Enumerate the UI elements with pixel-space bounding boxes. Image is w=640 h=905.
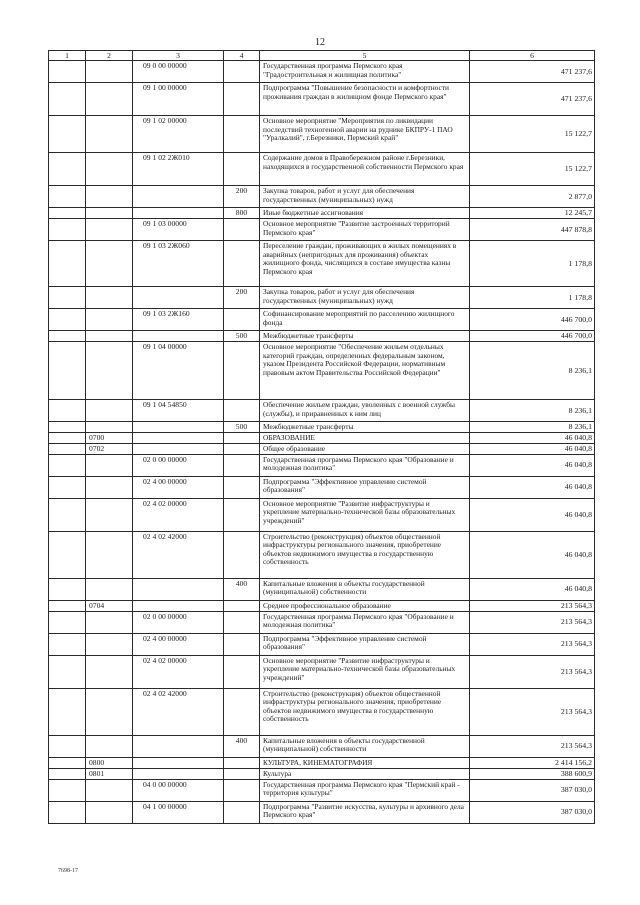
target-article-code-cell: 09 0 00 00000 <box>133 61 224 83</box>
item-name-cell: Среднее профессиональное образование <box>260 600 470 611</box>
subsection-code-cell <box>86 688 133 735</box>
item-name-cell: Закупка товаров, работ и услуг для обеспечения государственных (муниципальных) нужд <box>260 186 470 208</box>
subsection-code-cell <box>86 287 133 309</box>
expense-type-code-cell: 400 <box>224 735 260 757</box>
table-row <box>49 768 595 779</box>
section-code-cell <box>49 433 86 444</box>
subsection-code-cell: 0702 <box>86 443 133 454</box>
expense-type-code-cell <box>224 83 260 116</box>
subsection-code-cell <box>86 633 133 655</box>
table-row <box>49 400 595 422</box>
section-code-cell <box>49 153 86 186</box>
section-code-cell <box>49 611 86 633</box>
item-name-cell: Строительство (реконструкция) объектов общественной инфраструктуры регионального значения, приобретение объектов недвижимого имущества в государственную собственность <box>260 688 470 735</box>
subsection-code-cell <box>86 735 133 757</box>
section-code-cell <box>49 83 86 116</box>
expense-type-code-cell <box>224 433 260 444</box>
section-code-cell <box>49 116 86 153</box>
item-name-cell: Основное мероприятие "Развитие инфраструктуры и укрепление материально-технической базы образовательных учреждений" <box>260 655 470 688</box>
footer-document-code: 7698-17 <box>58 868 78 874</box>
section-code-cell <box>49 757 86 768</box>
table-row <box>49 116 595 153</box>
target-article-code-cell: 02 4 00 00000 <box>133 476 224 498</box>
expense-type-code-cell: 800 <box>224 208 260 219</box>
subsection-code-cell <box>86 186 133 208</box>
expense-type-code-cell <box>224 498 260 531</box>
subsection-code-cell <box>86 454 133 476</box>
budget-table-body <box>49 51 595 824</box>
expense-type-code-cell <box>224 153 260 186</box>
subsection-code-cell: 0704 <box>86 600 133 611</box>
target-article-code-cell: 02 4 02 00000 <box>133 498 224 531</box>
subsection-code-cell <box>86 422 133 433</box>
section-code-cell <box>49 208 86 219</box>
expense-type-code-cell <box>224 476 260 498</box>
item-name-cell: Подпрограмма "Повышение безопасности и комфортности проживания граждан в жилищном фонде Пермского края" <box>260 83 470 116</box>
expense-type-code-cell: 500 <box>224 422 260 433</box>
amount-cell: 12 245,7 <box>470 208 595 219</box>
target-article-code-cell: 02 4 02 00000 <box>133 655 224 688</box>
item-name-cell: Капитальные вложения в объекты государственной (муниципальной) собственности <box>260 735 470 757</box>
table-row <box>49 342 595 400</box>
subsection-code-cell <box>86 611 133 633</box>
target-article-code-cell: 04 0 00 00000 <box>133 779 224 801</box>
expense-type-code-cell <box>224 768 260 779</box>
subsection-code-cell <box>86 498 133 531</box>
amount-cell: 46 040,8 <box>470 531 595 578</box>
item-name-cell: Подпрограмма "Эффективное управление системой образования" <box>260 476 470 498</box>
table-row <box>49 688 595 735</box>
section-code-cell <box>49 531 86 578</box>
table-row <box>49 735 595 757</box>
expense-type-code-cell <box>224 633 260 655</box>
section-code-cell <box>49 801 86 823</box>
page-number: 12 <box>315 37 325 48</box>
table-row <box>49 633 595 655</box>
section-code-cell <box>49 400 86 422</box>
item-name-cell: Государственная программа Пермского края "Градостроительная и жилищная политика" <box>260 61 470 83</box>
item-name-cell: ОБРАЗОВАНИЕ <box>260 433 470 444</box>
subsection-code-cell <box>86 578 133 600</box>
subsection-code-cell: 0800 <box>86 757 133 768</box>
subsection-code-cell <box>86 61 133 83</box>
table-row <box>49 600 595 611</box>
target-article-code-cell: 02 4 00 00000 <box>133 633 224 655</box>
table-row <box>49 433 595 444</box>
subsection-code-cell <box>86 801 133 823</box>
item-name-cell: Основное мероприятие "Развитие инфраструктуры и укрепление материально-технической базы образовательных учреждений" <box>260 498 470 531</box>
target-article-code-cell: 02 4 02 42000 <box>133 688 224 735</box>
amount-cell: 46 040,8 <box>470 498 595 531</box>
target-article-code-cell: 02 0 00 00000 <box>133 611 224 633</box>
subsection-code-cell <box>86 153 133 186</box>
amount-cell: 2 877,0 <box>470 186 595 208</box>
section-code-cell <box>49 241 86 287</box>
target-article-code-cell <box>133 287 224 309</box>
expense-type-code-cell <box>224 779 260 801</box>
amount-cell: 46 040,8 <box>470 433 595 444</box>
amount-cell: 8 236,1 <box>470 422 595 433</box>
header-col-4: 4 <box>224 51 260 61</box>
expense-type-code-cell <box>224 116 260 153</box>
amount-cell: 387 030,0 <box>470 779 595 801</box>
amount-cell: 213 564,3 <box>470 735 595 757</box>
target-article-code-cell: 09 1 04 54850 <box>133 400 224 422</box>
target-article-code-cell <box>133 433 224 444</box>
amount-cell: 213 564,3 <box>470 655 595 688</box>
amount-cell: 15 122,7 <box>470 116 595 153</box>
expense-type-code-cell <box>224 219 260 241</box>
subsection-code-cell: 0801 <box>86 768 133 779</box>
target-article-code-cell <box>133 600 224 611</box>
subsection-code-cell <box>86 342 133 400</box>
target-article-code-cell <box>133 208 224 219</box>
item-name-cell: Иные бюджетные ассигнования <box>260 208 470 219</box>
subsection-code-cell <box>86 476 133 498</box>
target-article-code-cell <box>133 186 224 208</box>
amount-cell: 1 178,8 <box>470 287 595 309</box>
item-name-cell: Основное мероприятие "Мероприятия по ликвидации последствий техногенной аварии на руднике БКПРУ-1 ПАО "Уралкалий", г.Березники, Пермский край" <box>260 116 470 153</box>
target-article-code-cell: 09 1 03 2Ж160 <box>133 309 224 331</box>
target-article-code-cell: 09 1 04 00000 <box>133 342 224 400</box>
target-article-code-cell <box>133 757 224 768</box>
header-col-2: 2 <box>86 51 133 61</box>
table-row <box>49 757 595 768</box>
target-article-code-cell <box>133 735 224 757</box>
subsection-code-cell <box>86 400 133 422</box>
expense-type-code-cell <box>224 531 260 578</box>
table-row <box>49 83 595 116</box>
subsection-code-cell <box>86 116 133 153</box>
amount-cell: 15 122,7 <box>470 153 595 186</box>
table-row <box>49 153 595 186</box>
expense-type-code-cell <box>224 757 260 768</box>
amount-cell: 447 878,8 <box>470 219 595 241</box>
amount-cell: 213 564,3 <box>470 600 595 611</box>
table-row <box>49 241 595 287</box>
expense-type-code-cell <box>224 600 260 611</box>
section-code-cell <box>49 342 86 400</box>
header-col-1: 1 <box>49 51 86 61</box>
amount-cell: 46 040,8 <box>470 578 595 600</box>
expense-type-code-cell <box>224 688 260 735</box>
section-code-cell <box>49 578 86 600</box>
item-name-cell: Содержание домов в Правобережном районе г.Березники, находящихся в государственной собственности Пермского края <box>260 153 470 186</box>
item-name-cell: КУЛЬТУРА, КИНЕМАТОГРАФИЯ <box>260 757 470 768</box>
amount-cell: 8 236,1 <box>470 342 595 400</box>
section-code-cell <box>49 331 86 342</box>
subsection-code-cell <box>86 779 133 801</box>
subsection-code-cell <box>86 331 133 342</box>
section-code-cell <box>49 443 86 454</box>
expense-type-code-cell <box>224 61 260 83</box>
table-row <box>49 61 595 83</box>
header-col-5: 5 <box>260 51 470 61</box>
table-header-row <box>49 51 595 61</box>
table-row <box>49 309 595 331</box>
expense-type-code-cell <box>224 400 260 422</box>
amount-cell: 46 040,8 <box>470 443 595 454</box>
target-article-code-cell: 09 1 02 2Ж010 <box>133 153 224 186</box>
expense-type-code-cell: 200 <box>224 287 260 309</box>
amount-cell: 1 178,8 <box>470 241 595 287</box>
expense-type-code-cell <box>224 611 260 633</box>
table-row <box>49 331 595 342</box>
item-name-cell: Культура <box>260 768 470 779</box>
header-col-3: 3 <box>133 51 224 61</box>
section-code-cell <box>49 498 86 531</box>
table-row <box>49 578 595 600</box>
section-code-cell <box>49 422 86 433</box>
section-code-cell <box>49 309 86 331</box>
table-row <box>49 287 595 309</box>
item-name-cell: Строительство (реконструкция) объектов общественной инфраструктуры регионального значения, приобретение объектов недвижимого имущества в государственную собственность <box>260 531 470 578</box>
amount-cell: 213 564,3 <box>470 688 595 735</box>
subsection-code-cell <box>86 531 133 578</box>
table-row <box>49 779 595 801</box>
item-name-cell: Государственная программа Пермского края "Образование и молодежная политика" <box>260 454 470 476</box>
amount-cell: 387 030,0 <box>470 801 595 823</box>
amount-cell: 46 040,8 <box>470 454 595 476</box>
target-article-code-cell <box>133 578 224 600</box>
header-col-6: 6 <box>470 51 595 61</box>
amount-cell: 471 237,6 <box>470 61 595 83</box>
item-name-cell: Подпрограмма "Эффективное управление системой образования" <box>260 633 470 655</box>
section-code-cell <box>49 454 86 476</box>
table-row <box>49 476 595 498</box>
table-row <box>49 655 595 688</box>
item-name-cell: Общее образование <box>260 443 470 454</box>
table-row <box>49 454 595 476</box>
target-article-code-cell: 02 0 00 00000 <box>133 454 224 476</box>
table-row <box>49 219 595 241</box>
amount-cell: 471 237,6 <box>470 83 595 116</box>
target-article-code-cell <box>133 443 224 454</box>
target-article-code-cell: 09 1 03 2Ж060 <box>133 241 224 287</box>
expense-type-code-cell <box>224 443 260 454</box>
item-name-cell: Софинансирование мероприятий по расселению жилищного фонда <box>260 309 470 331</box>
amount-cell: 446 700,0 <box>470 331 595 342</box>
table-row <box>49 208 595 219</box>
section-code-cell <box>49 768 86 779</box>
budget-table <box>48 50 595 824</box>
amount-cell: 2 414 156,2 <box>470 757 595 768</box>
item-name-cell: Государственная программа Пермского края "Образование и молодежная политика" <box>260 611 470 633</box>
expense-type-code-cell <box>224 241 260 287</box>
subsection-code-cell <box>86 655 133 688</box>
subsection-code-cell: 0700 <box>86 433 133 444</box>
section-code-cell <box>49 633 86 655</box>
table-row <box>49 611 595 633</box>
section-code-cell <box>49 735 86 757</box>
item-name-cell: Подпрограмма "Развитие искусства, культуры и архивного дела Пермского края" <box>260 801 470 823</box>
target-article-code-cell <box>133 331 224 342</box>
item-name-cell: Обеспечение жильем граждан, уволенных с военной службы (службы), и приравненных к ним лиц <box>260 400 470 422</box>
subsection-code-cell <box>86 241 133 287</box>
section-code-cell <box>49 219 86 241</box>
expense-type-code-cell: 200 <box>224 186 260 208</box>
table-row <box>49 801 595 823</box>
subsection-code-cell <box>86 219 133 241</box>
subsection-code-cell <box>86 309 133 331</box>
table-row <box>49 443 595 454</box>
amount-cell: 213 564,3 <box>470 633 595 655</box>
expense-type-code-cell <box>224 655 260 688</box>
expense-type-code-cell <box>224 309 260 331</box>
section-code-cell <box>49 655 86 688</box>
subsection-code-cell <box>86 208 133 219</box>
expense-type-code-cell: 400 <box>224 578 260 600</box>
table-row <box>49 186 595 208</box>
item-name-cell: Межбюджетные трансферты <box>260 331 470 342</box>
amount-cell: 8 236,1 <box>470 400 595 422</box>
item-name-cell: Капитальные вложения в объекты государственной (муниципальной) собственности <box>260 578 470 600</box>
target-article-code-cell: 09 1 03 00000 <box>133 219 224 241</box>
target-article-code-cell <box>133 422 224 433</box>
section-code-cell <box>49 779 86 801</box>
table-row <box>49 531 595 578</box>
section-code-cell <box>49 688 86 735</box>
item-name-cell: Основное мероприятие "Развитие застроенных территорий Пермского края" <box>260 219 470 241</box>
target-article-code-cell: 09 1 00 00000 <box>133 83 224 116</box>
section-code-cell <box>49 476 86 498</box>
amount-cell: 213 564,3 <box>470 611 595 633</box>
target-article-code-cell: 09 1 02 00000 <box>133 116 224 153</box>
subsection-code-cell <box>86 83 133 116</box>
section-code-cell <box>49 61 86 83</box>
target-article-code-cell: 02 4 02 42000 <box>133 531 224 578</box>
table-row <box>49 498 595 531</box>
item-name-cell: Переселение граждан, проживающих в жилых помещениях в аварийных (непригодных для проживания) объектах жилищного фонда, числящихся в составе имущества казны Пермского края <box>260 241 470 287</box>
section-code-cell <box>49 186 86 208</box>
item-name-cell: Закупка товаров, работ и услуг для обеспечения государственных (муниципальных) нужд <box>260 287 470 309</box>
expense-type-code-cell <box>224 801 260 823</box>
item-name-cell: Государственная программа Пермского края "Пермский край - территория культуры" <box>260 779 470 801</box>
target-article-code-cell: 04 1 00 00000 <box>133 801 224 823</box>
amount-cell: 388 600,9 <box>470 768 595 779</box>
section-code-cell <box>49 287 86 309</box>
item-name-cell: Межбюджетные трансферты <box>260 422 470 433</box>
amount-cell: 446 700,0 <box>470 309 595 331</box>
expense-type-code-cell: 500 <box>224 331 260 342</box>
item-name-cell: Основное мероприятие "Обеспечение жильем отдельных категорий граждан, определенных федеральным законом, указом Президента Российской Федерации, нормативным правовым актом Правительства Российской Федерации" <box>260 342 470 400</box>
section-code-cell <box>49 600 86 611</box>
target-article-code-cell <box>133 768 224 779</box>
expense-type-code-cell <box>224 454 260 476</box>
table-row <box>49 422 595 433</box>
expense-type-code-cell <box>224 342 260 400</box>
amount-cell: 46 040,8 <box>470 476 595 498</box>
